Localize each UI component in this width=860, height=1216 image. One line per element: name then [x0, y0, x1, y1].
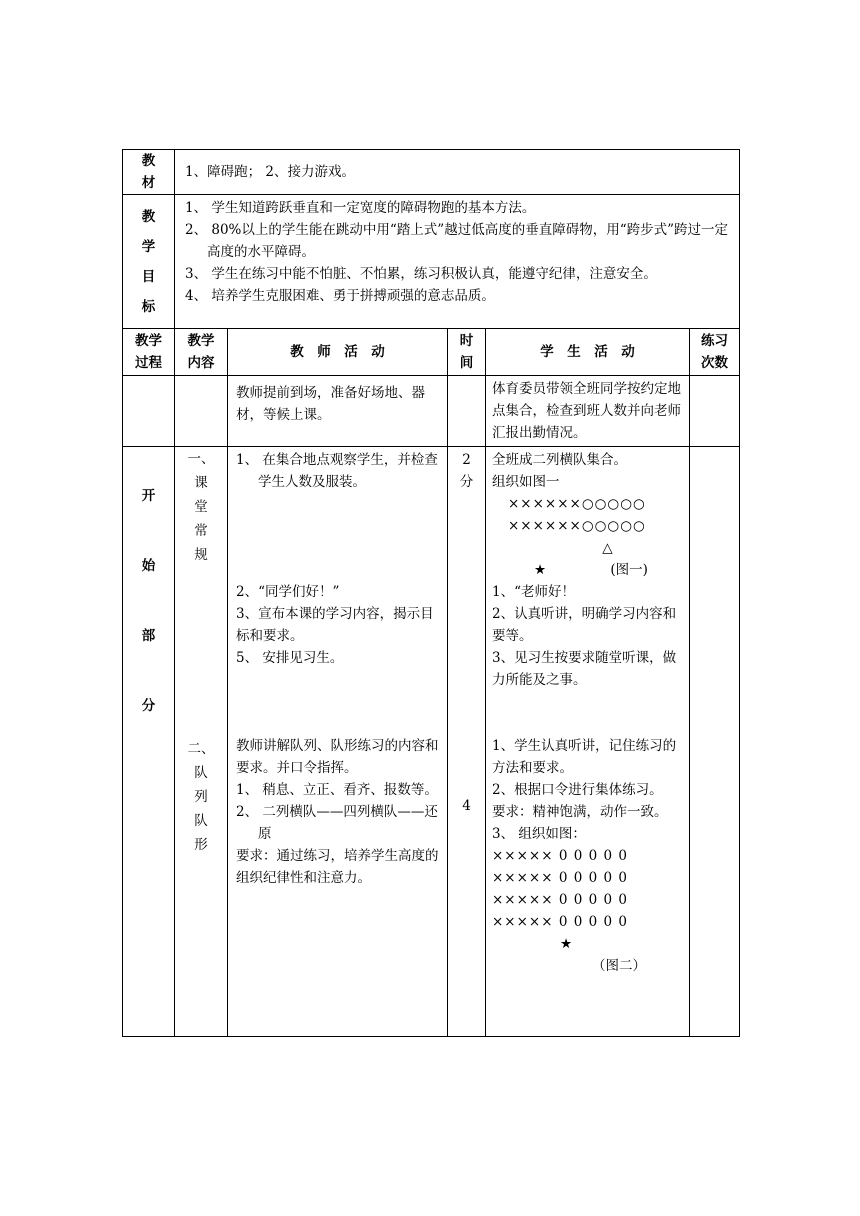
- formation-two: ××××× 0 0 0 0 0 ××××× 0 0 0 0 0 ××××× 0 0 0 0 0 ××××× 0 0 0 0 0: [492, 848, 628, 930]
- beginning-section-row: [123, 447, 740, 1037]
- triangle-icon: △: [602, 540, 613, 556]
- objectives-row: [123, 195, 740, 329]
- materials-text: 1、障碍跑； 2、接力游戏。: [175, 150, 740, 195]
- objective-item: 2、 80%以上的学生能在跳动中用“踏上式”越过低高度的垂直障碍物，用“跨步式”跨过一定高度的水平障碍。: [185, 222, 728, 260]
- count-column: [690, 447, 740, 1037]
- objective-item: 3、 学生在练习中能不怕脏、不怕累，练习积极认真，能遵守纪律，注意安全。: [185, 266, 657, 282]
- time-column: 2 分 4: [448, 447, 486, 1037]
- header-content: 教学 内容: [175, 329, 228, 376]
- teacher-activity-column: 1、 在集合地点观察学生，并检查学生人数及服装。 2、“同学们好！” 3、宣布本课的学习内容，揭示目标和要求。 5、 安排见习生。 教师讲解队列、队形练习的内容和要求。并口令指挥。 1、 稍息、立正、看齐、报数等。 2、 二列横队——四列横队——还原 要求：通过练习，培养学生高度的组织纪律性和注意力。: [228, 447, 448, 1037]
- objectives-list: [175, 195, 740, 329]
- section-label: 开 始 部 分: [123, 447, 175, 1037]
- lesson-plan-table: [122, 149, 740, 1037]
- drill-content: 二、 队 列 队 形: [187, 741, 215, 853]
- formation-one: ××××××○○○○○ ××××××○○○○○: [508, 496, 646, 534]
- preclass-row: [123, 376, 740, 447]
- materials-label: 教 材: [123, 150, 175, 195]
- preclass-student: 体育委员带领全班同学按约定地点集合，检查到班人数并向老师汇报出勤情况。: [486, 376, 690, 447]
- header-time: 时 间: [448, 329, 486, 376]
- header-process: 教学 过程: [123, 329, 175, 376]
- routine-content: 一、 课 堂 常 规: [187, 451, 215, 563]
- figure-one-caption: ★ (图一): [534, 562, 648, 578]
- preclass-teacher: 教师提前到场，准备好场地、器材，等候上课。: [228, 376, 448, 447]
- student-activity-column: 全班成二列横队集合。 组织如图一 ××××××○○○○○ ××××××○○○○○ △ ★ (图一) 1、“老师好！ 2、认真听讲，明确学习内容和要等。 3、见习生按要求随堂听课，做力所能及之事。 1、学生认真听讲，记住练习的方法和要求。 2、根据口令进行集体练习。 要求：精神饱满，动作一致。 3、 组织如图： ××××× 0 0 0 0 0 ××××× 0 0 0 0 0 ××××× 0 0 0 0 0 ××××× 0 0 0 0 0 ★ （图二）: [486, 447, 690, 1037]
- objective-item: 4、 培养学生克服困难、勇于拼搏顽强的意志品质。: [185, 288, 495, 304]
- header-count: 练习 次数: [690, 329, 740, 376]
- materials-row: [123, 150, 740, 195]
- header-student: 学 生 活 动: [486, 329, 690, 376]
- objective-item: 1、 学生知道跨跃垂直和一定宽度的障碍物跑的基本方法。: [185, 200, 536, 216]
- star-icon: ★: [534, 562, 547, 578]
- header-row: [123, 329, 740, 376]
- content-column: [175, 447, 228, 1037]
- star-icon: ★: [560, 936, 573, 952]
- objectives-label: 教 学 目 标: [123, 195, 175, 329]
- header-teacher: 教 师 活 动: [228, 329, 448, 376]
